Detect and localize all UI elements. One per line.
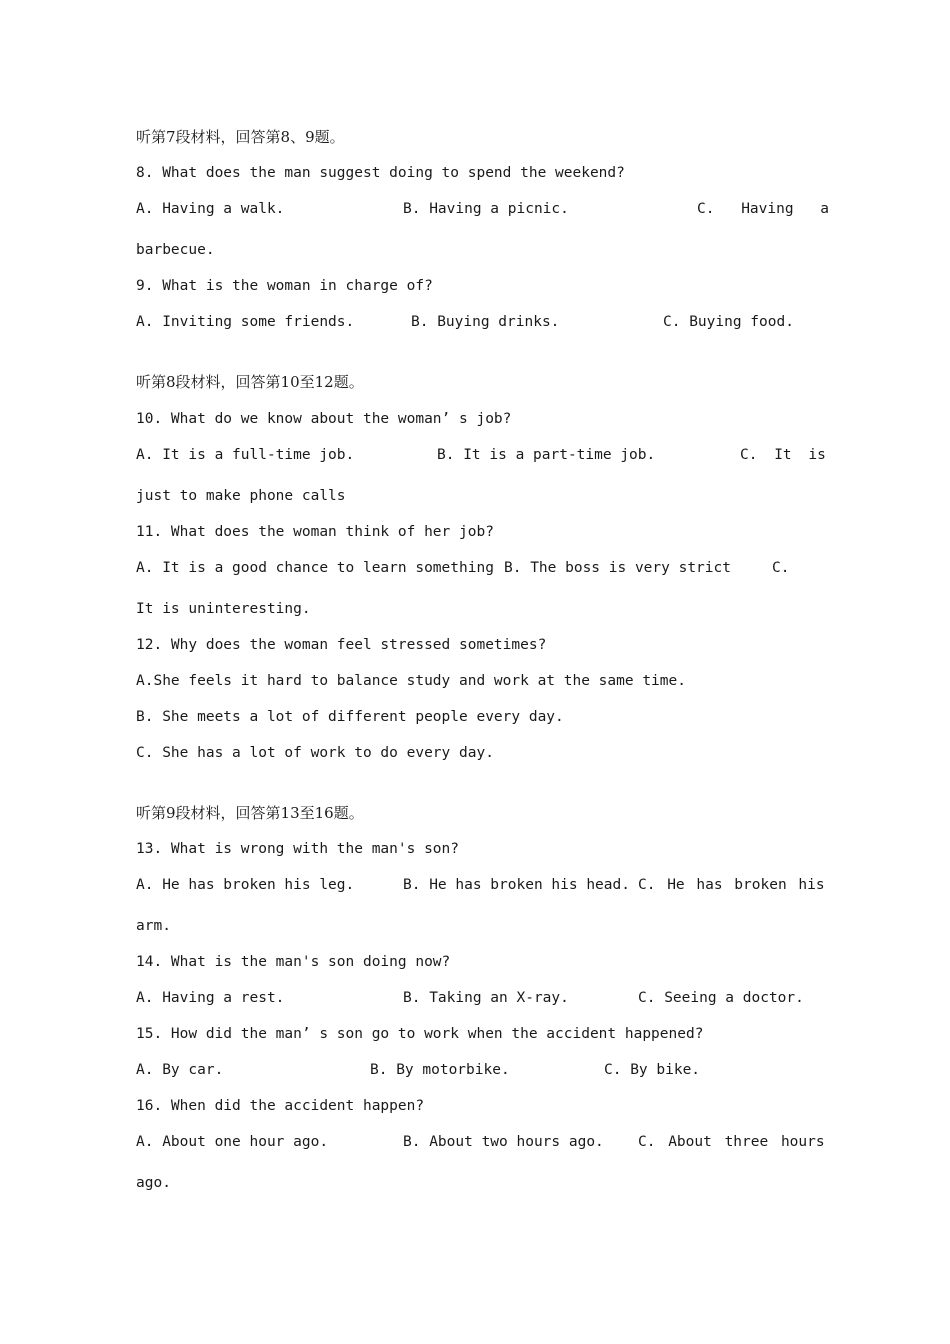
option-b: B. She meets a lot of different people every day.	[136, 709, 564, 725]
option-c-continuation: ago.	[136, 1175, 171, 1191]
question-stem: 16. When did the accident happen?	[136, 1098, 425, 1114]
option-c: C. Seeing a doctor.	[638, 990, 804, 1006]
option-a: A. Having a rest.	[136, 990, 285, 1006]
option-b: B. He has broken his head.	[403, 877, 630, 893]
section-heading: 听第9段材料，回答第13至16题。	[136, 804, 364, 822]
option-c: C. It is	[740, 447, 826, 463]
option-b: B. Taking an X-ray.	[403, 990, 569, 1006]
option-b: B. It is a part-time job.	[437, 447, 656, 463]
option-b: B. By motorbike.	[370, 1062, 510, 1078]
option-a: A. Inviting some friends.	[136, 314, 355, 330]
question-stem: 10. What do we know about the woman’ s job?	[136, 411, 512, 427]
question-stem: 12. Why does the woman feel stressed sometimes?	[136, 637, 547, 653]
option-c: C. By bike.	[604, 1062, 701, 1078]
option-c: C. Buying food.	[663, 314, 794, 330]
question-stem: 8. What does the man suggest doing to spend the weekend?	[136, 165, 625, 181]
question-stem: 14. What is the man's son doing now?	[136, 954, 451, 970]
option-c: C.	[772, 560, 790, 576]
option-b: B. Buying drinks.	[411, 314, 560, 330]
option-c: C. She has a lot of work to do every day.	[136, 745, 494, 761]
question-stem: 15. How did the man’ s son go to work when the accident happened?	[136, 1026, 704, 1042]
option-a: A. Having a walk.	[136, 201, 285, 217]
option-a: A. It is a full-time job.	[136, 447, 355, 463]
option-a: A. He has broken his leg.	[136, 877, 355, 893]
option-c-continuation: barbecue.	[136, 242, 215, 258]
option-a: A. About one hour ago.	[136, 1134, 329, 1150]
option-c-text: C. Having a	[697, 201, 830, 217]
question-stem: 11. What does the woman think of her job?	[136, 524, 494, 540]
question-stem: 9. What is the woman in charge of?	[136, 278, 433, 294]
option-c: C. He has broken his	[638, 877, 825, 893]
section-heading: 听第8段材料，回答第10至12题。	[136, 373, 364, 391]
option-a: A. It is a good chance to learn something	[136, 560, 494, 576]
option-b: B. About two hours ago.	[403, 1134, 604, 1150]
section-heading: 听第7段材料，回答第8、9题。	[136, 128, 345, 146]
option-c	[697, 200, 830, 218]
option-c-continuation: just to make phone calls	[136, 488, 346, 504]
option-b: B. The boss is very strict	[504, 560, 731, 576]
option-c-continuation: It is uninteresting.	[136, 601, 311, 617]
option-a: A.She feels it hard to balance study and work at the same time.	[136, 673, 686, 689]
option-b: B. Having a picnic.	[403, 201, 569, 217]
option-c-continuation: arm.	[136, 918, 171, 934]
question-stem: 13. What is wrong with the man's son?	[136, 841, 460, 857]
option-c: C. About three hours	[638, 1134, 825, 1150]
option-a: A. By car.	[136, 1062, 224, 1078]
